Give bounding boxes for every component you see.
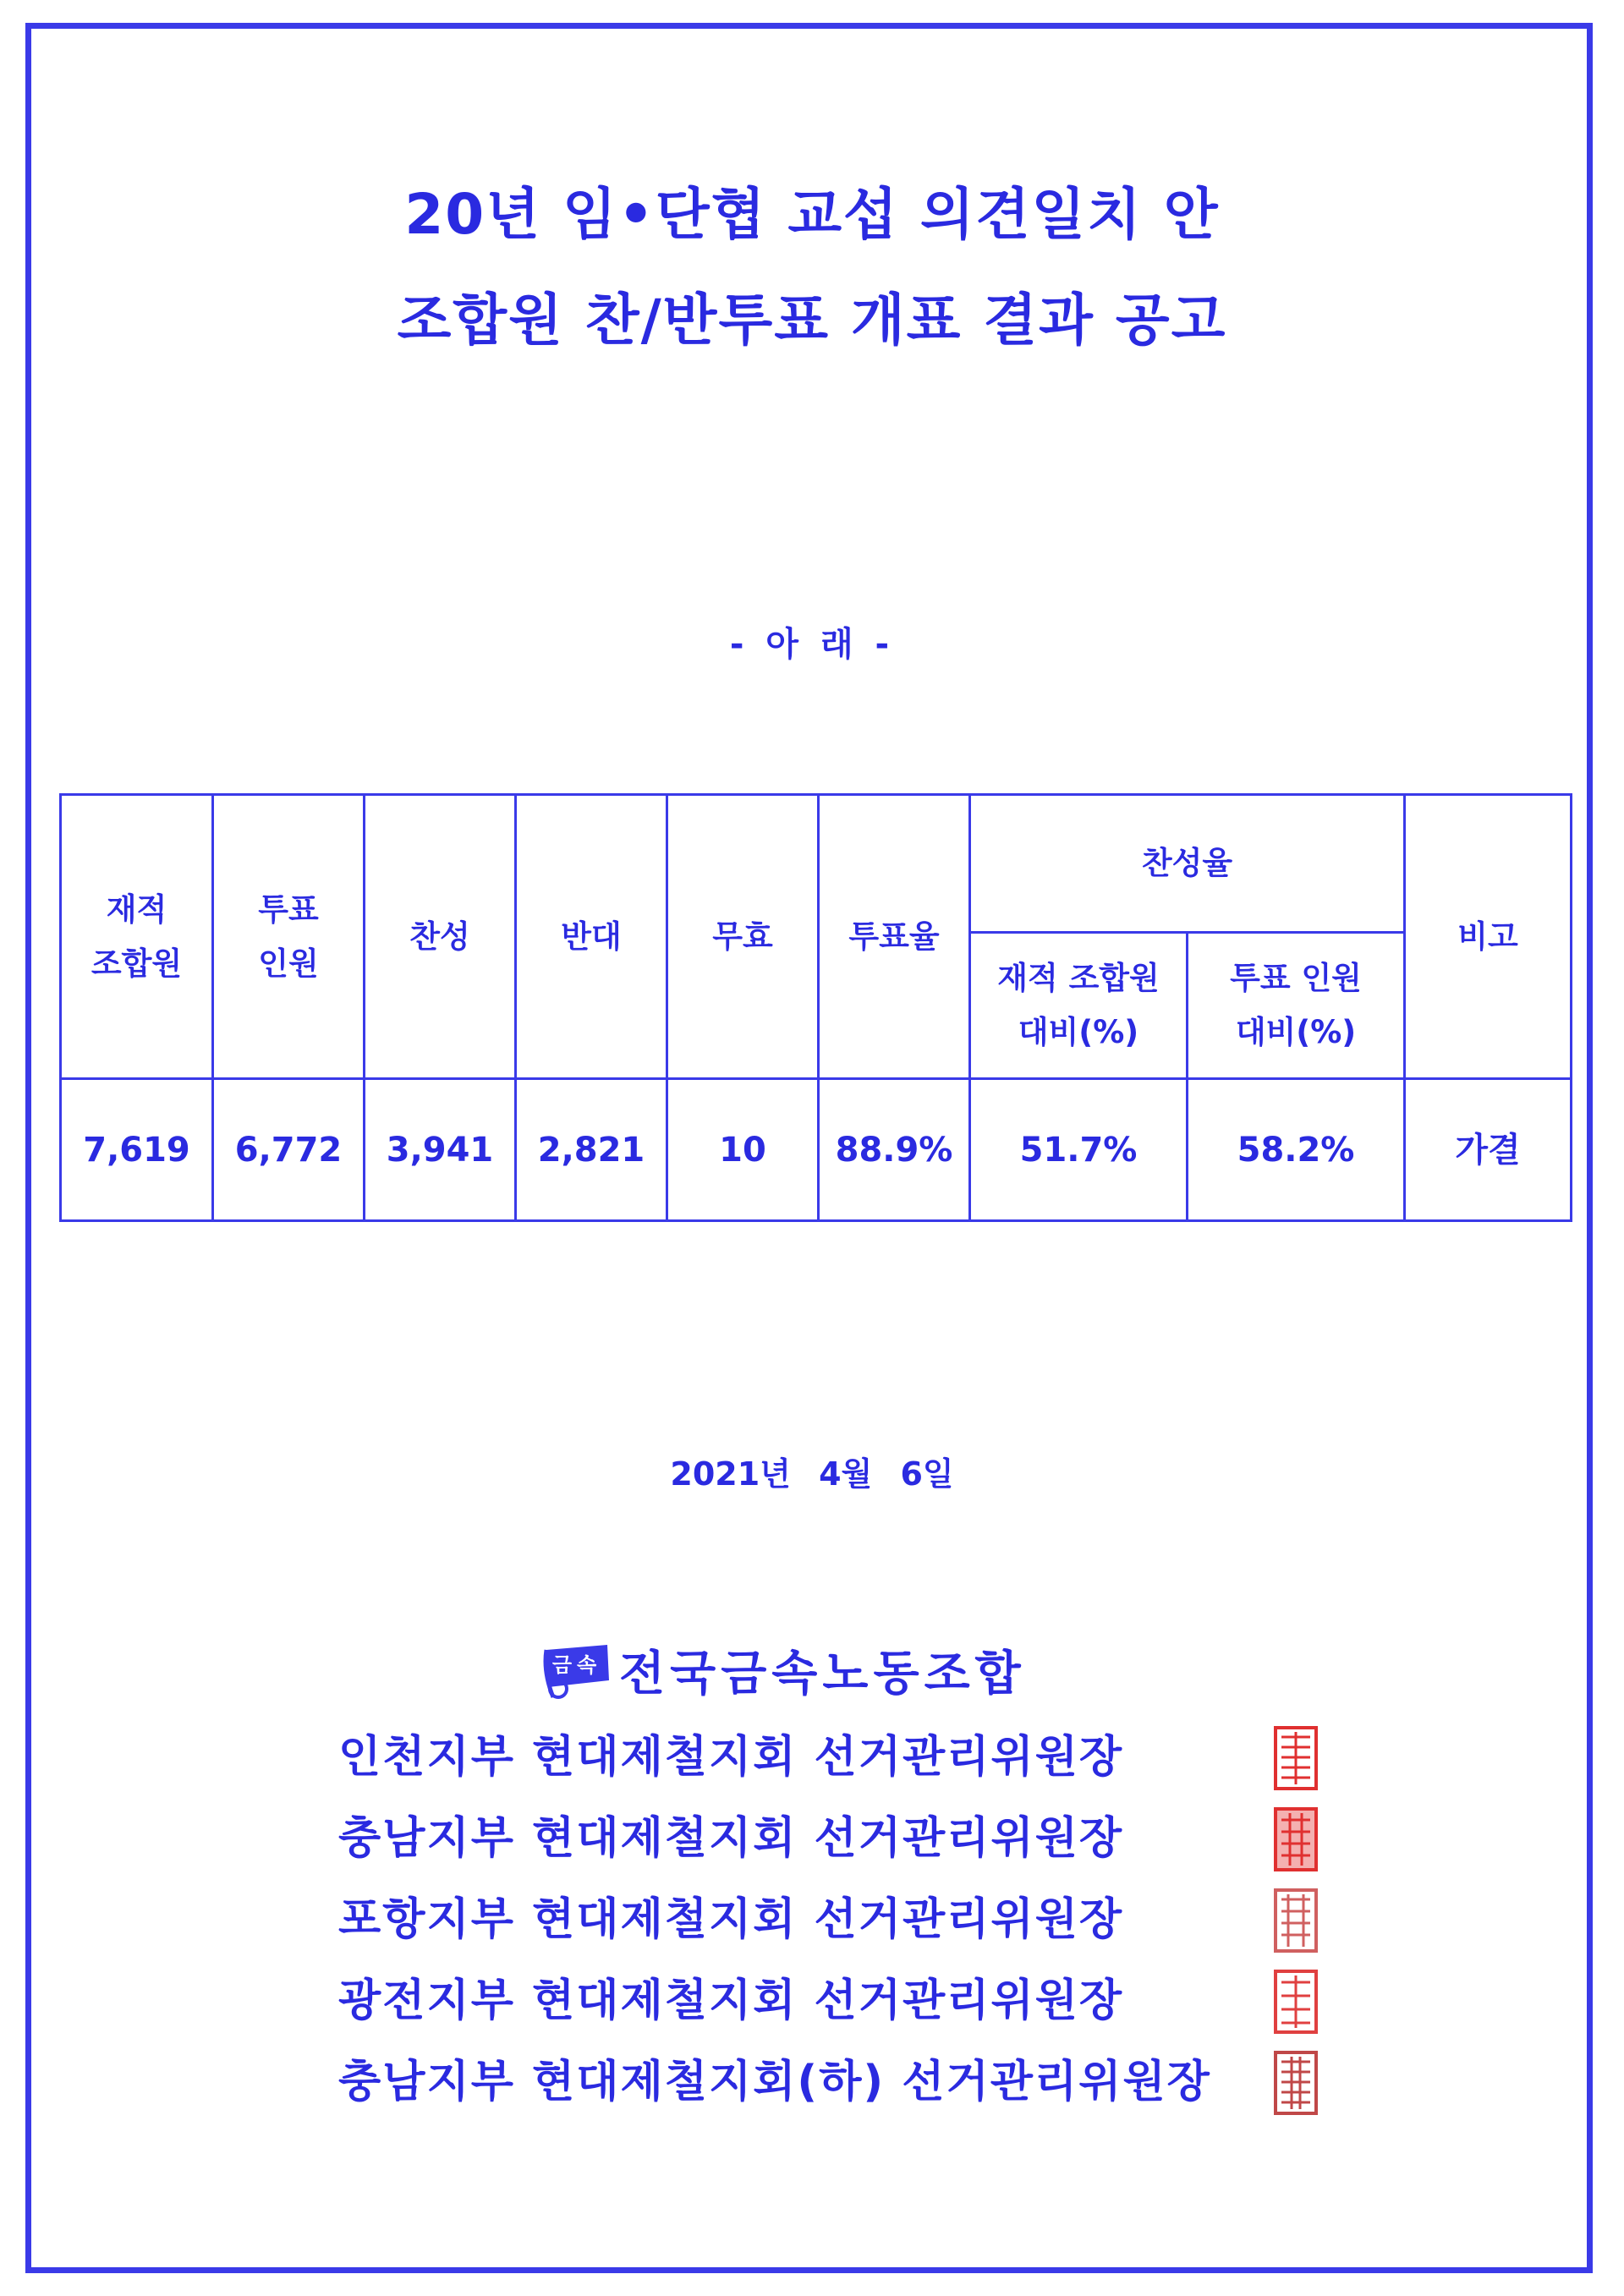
cell-members: 7,619	[61, 1079, 213, 1221]
cell-approval-members: 51.7%	[970, 1079, 1188, 1221]
union-signature	[541, 1632, 1026, 1708]
chair-item	[0, 1960, 1624, 2041]
red-seal-icon	[1273, 1806, 1319, 1872]
header-remarks: 비고	[1405, 795, 1572, 1079]
cell-turnout: 88.9%	[819, 1079, 970, 1221]
announcement-date: 2021년 4월 6일	[670, 1455, 954, 1493]
header-turnout: 투표율	[819, 795, 970, 1079]
red-seal-icon	[1273, 2050, 1319, 2116]
title-line-2: 조합원 찬/반투표 개표 결과 공고	[397, 288, 1227, 353]
chair-item	[0, 1798, 1624, 1879]
cell-invalid: 10	[667, 1079, 819, 1221]
title-line-1: 20년 임•단협 교섭 의견일치 안	[404, 182, 1220, 247]
chair-label: 충남지부 현대제철지회(하) 선거관리위원장	[338, 2057, 1211, 2107]
svg-text:금속: 금속	[551, 1653, 602, 1677]
header-voters	[213, 795, 365, 1079]
header-invalid: 무효	[667, 795, 819, 1079]
header-approval-voters	[1188, 933, 1405, 1079]
header-approval-voters-line1: 투표 인원	[1230, 960, 1362, 996]
header-approval-members-line1: 재적 조합원	[997, 960, 1160, 996]
cell-remarks: 가결	[1405, 1079, 1572, 1221]
chair-label: 포항지부 현대제철지회 선거관리위원장	[338, 1894, 1124, 1945]
table-row	[61, 1079, 1572, 1221]
header-approval: 찬성율	[970, 795, 1405, 933]
header-yes: 찬성	[365, 795, 516, 1079]
cell-no: 2,821	[516, 1079, 667, 1221]
union-logo-icon	[541, 1638, 614, 1702]
cell-voters: 6,772	[213, 1079, 365, 1221]
header-approval-members	[970, 933, 1188, 1079]
vote-result-table	[59, 793, 1572, 1222]
header-voters-line2: 인원	[258, 945, 319, 982]
cell-yes: 3,941	[365, 1079, 516, 1221]
header-members	[61, 795, 213, 1079]
red-seal-icon	[1273, 1725, 1319, 1791]
union-name: 전국금속노동조합	[619, 1647, 1026, 1701]
chair-item	[0, 1717, 1624, 1798]
cell-approval-voters: 58.2%	[1188, 1079, 1405, 1221]
chair-item	[0, 1879, 1624, 1960]
header-members-line2: 조합원	[91, 945, 183, 982]
header-approval-voters-line2: 대비(%)	[1235, 1014, 1357, 1050]
subtitle: - 아 래 -	[729, 625, 895, 664]
header-voters-line1: 투표	[258, 890, 319, 928]
red-seal-icon	[1273, 1888, 1319, 1954]
chair-label: 광전지부 현대제철지회 선거관리위원장	[338, 1975, 1124, 2026]
header-members-line1: 재적	[106, 890, 167, 928]
header-approval-members-line2: 대비(%)	[1018, 1014, 1139, 1050]
chair-signatures	[0, 1717, 1624, 2123]
chair-label: 충남지부 현대제철지회 선거관리위원장	[338, 1813, 1124, 1864]
red-seal-icon	[1273, 1969, 1319, 2035]
chair-label: 인천지부 현대제철지회 선거관리위원장	[338, 1732, 1124, 1783]
chair-item	[0, 2041, 1624, 2123]
header-no: 반대	[516, 795, 667, 1079]
